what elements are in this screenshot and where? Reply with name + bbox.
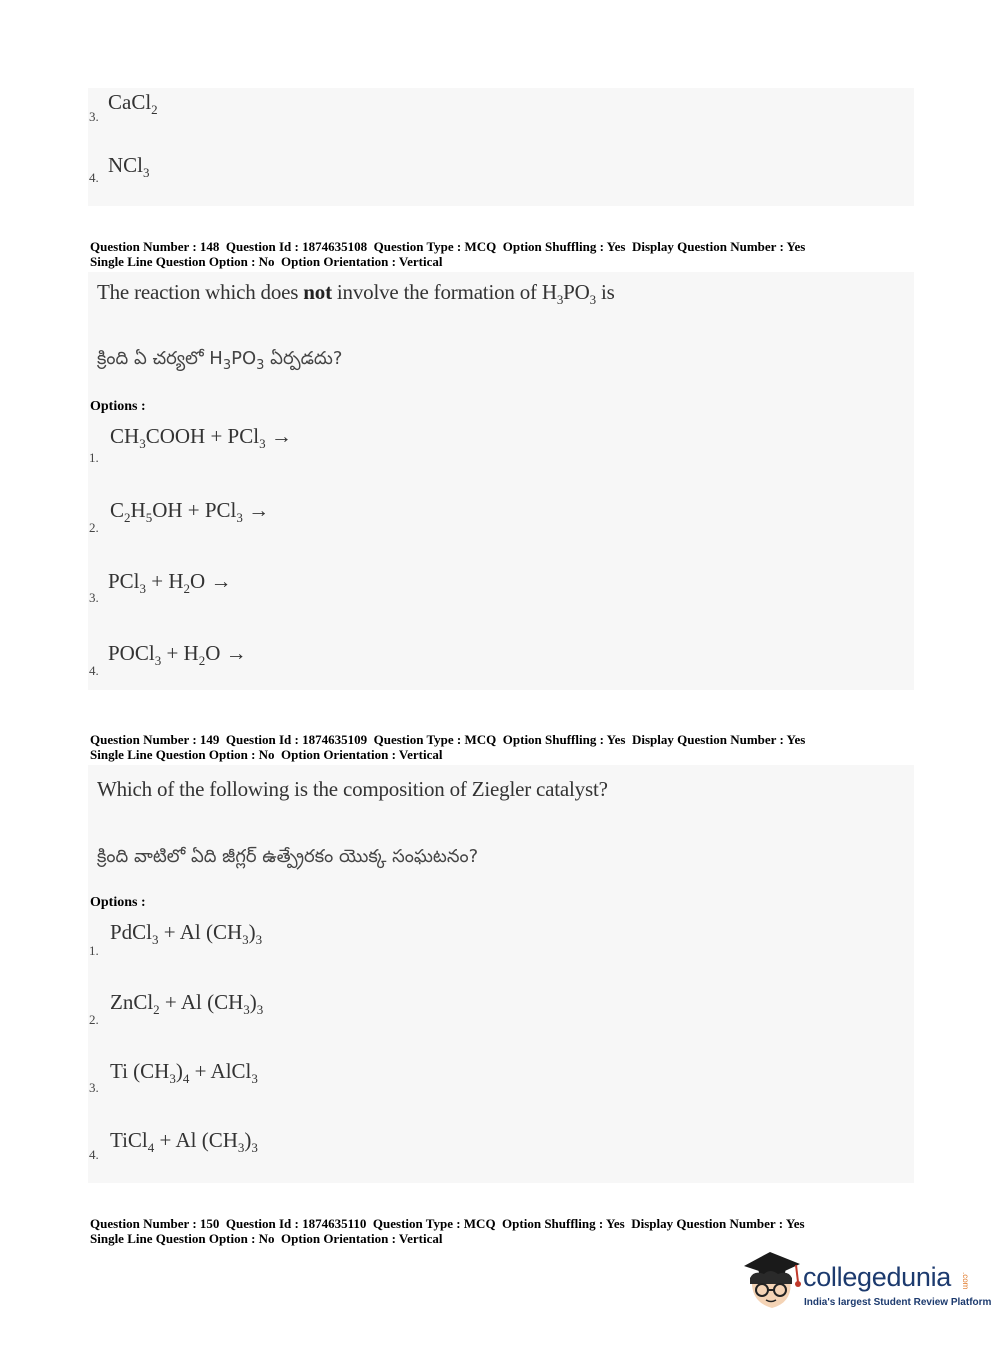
- question-meta-line1: Question Number : 150 Question Id : 1874635110 Question Type : MCQ Option Shuffling : Yes Display Question Number : Yes: [90, 1216, 805, 1231]
- question-text-telugu: క్రింది వాటిలో ఏది జీగ్లర్ ఉత్ప్రేరకం యొక్క సంఘటనం?: [97, 846, 479, 867]
- option-formula: ZnCl$_2$ + Al $(CH_3)_3$: [110, 990, 264, 1017]
- question-text-emphasis: not: [303, 280, 332, 304]
- question-text-part: involve the formation of $H_3PO_3$ is: [331, 280, 615, 307]
- option-formula: $CH_3COOH + PCl_3$ →: [110, 424, 292, 451]
- option-formula: PdCl$_3$ + Al $(CH_3)_3$: [110, 920, 263, 947]
- option-formula: NCl$_3$: [108, 153, 150, 180]
- option-number: 3.: [89, 109, 99, 124]
- graduate-mascot-icon: [740, 1248, 804, 1314]
- option-formula: TiCl$_4$ + Al $(CH_3)_3$: [110, 1128, 258, 1155]
- question-text: [97, 280, 615, 305]
- option-number: 4.: [89, 1147, 99, 1162]
- question-text-part: The reaction which does: [97, 280, 304, 304]
- option-number: 3.: [89, 590, 99, 605]
- option-number: 4.: [89, 663, 99, 678]
- option-number: 2.: [89, 1012, 99, 1027]
- options-label: Options :: [90, 895, 146, 910]
- question-meta-line1: Question Number : 149 Question Id : 1874635109 Question Type : MCQ Option Shuffling : Yes Display Question Number : Yes: [90, 732, 806, 747]
- option-formula: Ti $(CH_3)_4$ + AlCl$_3$: [110, 1059, 258, 1086]
- prev-question-panel: [88, 88, 914, 206]
- question-148-panel: [88, 272, 914, 690]
- options-label: Options :: [90, 399, 146, 414]
- question-149-panel: [88, 765, 914, 1183]
- question-text: Which of the following is the composition of Ziegler catalyst?: [97, 777, 608, 801]
- question-text-telugu: క్రింది ఏ చర్యలో $H_3PO_3$ ఏర్పడదు?: [97, 348, 343, 373]
- option-number: 1.: [89, 450, 99, 465]
- question-meta-line2: Single Line Question Option : No Option Orientation : Vertical: [90, 1231, 443, 1246]
- option-formula: $C_2H_5OH + PCl_3$ →: [110, 498, 270, 525]
- option-number: 2.: [89, 520, 99, 535]
- option-number: 3.: [89, 1080, 99, 1095]
- option-formula: POCl$_3$ + $H_2O$ →: [108, 641, 247, 668]
- question-meta-line2: Single Line Question Option : No Option Orientation : Vertical: [90, 254, 443, 269]
- option-number: 1.: [89, 943, 99, 958]
- option-formula: $PCl_3 + H_2O$ →: [108, 569, 232, 596]
- logo-suffix: .com: [961, 1272, 970, 1290]
- option-formula: CaCl$_2$: [108, 90, 158, 117]
- logo-name: collegedunia: [803, 1262, 952, 1292]
- question-meta-line1: Question Number : 148 Question Id : 1874635108 Question Type : MCQ Option Shuffling : Yes Display Question Number : Yes: [90, 239, 806, 254]
- option-number: 4.: [89, 170, 99, 185]
- logo-tagline: India's largest Student Review Platform: [804, 1297, 992, 1308]
- question-meta-line2: Single Line Question Option : No Option Orientation : Vertical: [90, 747, 443, 762]
